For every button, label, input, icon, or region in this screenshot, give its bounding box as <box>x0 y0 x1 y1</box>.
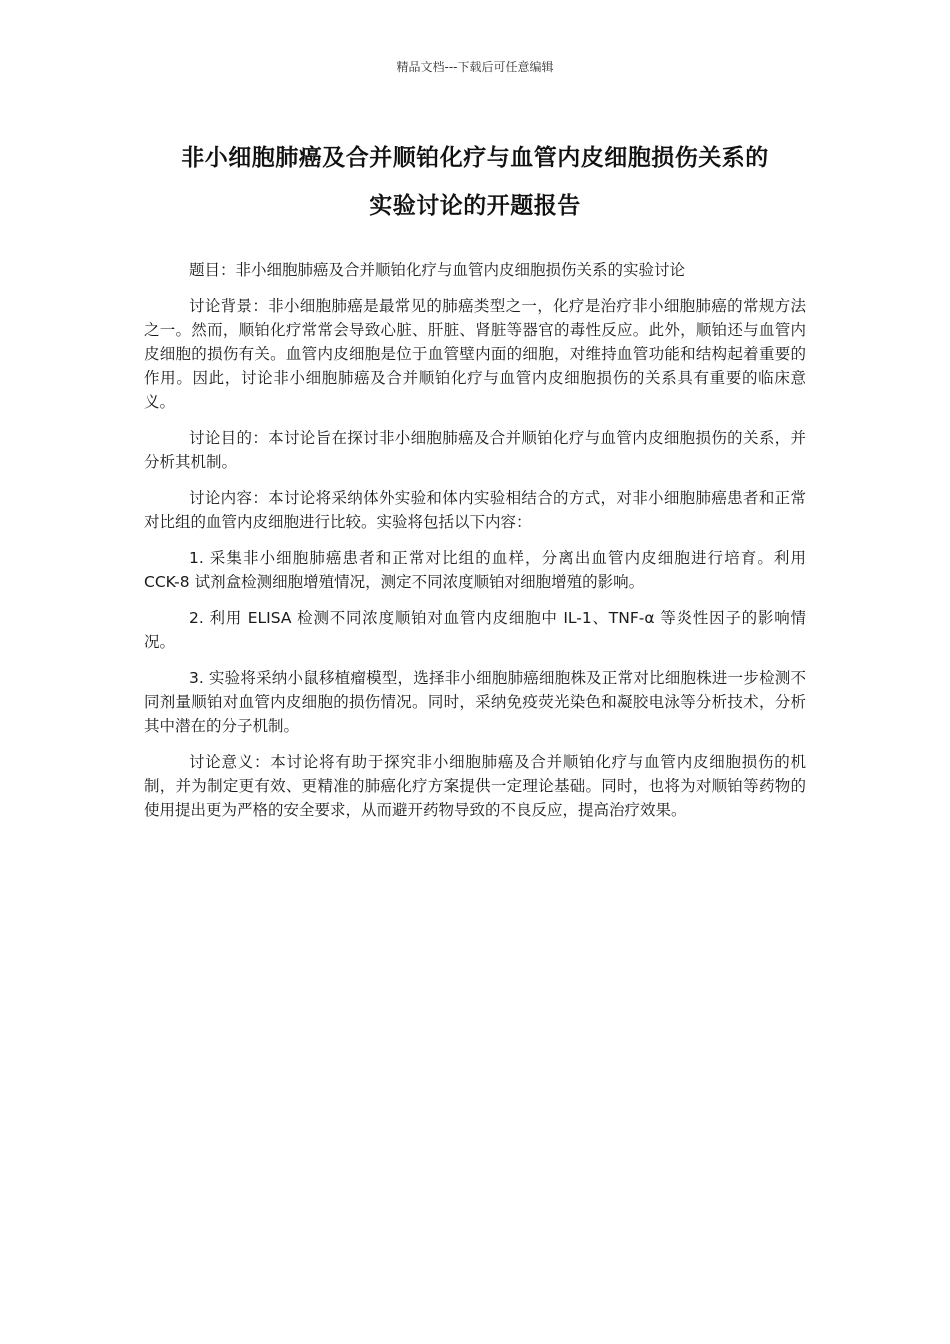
significance-paragraph: 讨论意义：本讨论将有助于探究非小细胞肺癌及合并顺铂化疗与血管内皮细胞损伤的机制，并为制定更有效、更精准的肺癌化疗方案提供一定理论基础。同时，也将为对顺铂等药物的使用提出更为严格的安全要求，从而避开药物导致的不良反应，提高治疗效果。 <box>144 753 806 819</box>
document-title <box>100 134 850 230</box>
background-paragraph: 讨论背景：非小细胞肺癌是最常见的肺癌类型之一，化疗是治疗非小细胞肺癌的常规方法之一。然而，顺铂化疗常常会导致心脏、肝脏、肾脏等器官的毒性反应。此外，顺铂还与血管内皮细胞的损伤有关。血管内皮细胞是位于血管壁内面的细胞，对维持血管功能和结构起着重要的作用。因此，讨论非小细胞肺癌及合并顺铂化疗与血管内皮细胞损伤的关系具有重要的临床意义。 <box>144 297 806 411</box>
content-item-1: 1. 采集非小细胞肺癌患者和正常对比组的血样，分离出血管内皮细胞进行培育。利用 CCK-8 试剂盒检测细胞增殖情况，测定不同浓度顺铂对细胞增殖的影响。 <box>144 549 806 591</box>
topic-paragraph: 题目：非小细胞肺癌及合并顺铂化疗与血管内皮细胞损伤关系的实验讨论 <box>189 261 686 279</box>
content-item-2: 2. 利用 ELISA 检测不同浓度顺铂对血管内皮细胞中 IL-1、TNF-α 等炎性因子的影响情况。 <box>144 609 806 651</box>
document-body <box>144 258 806 834</box>
purpose-paragraph: 讨论目的：本讨论旨在探讨非小细胞肺癌及合并顺铂化疗与血管内皮细胞损伤的关系，并分析其机制。 <box>144 429 806 471</box>
content-item-3: 3. 实验将采纳小鼠移植瘤模型，选择非小细胞肺癌细胞株及正常对比细胞株进一步检测不同剂量顺铂对血管内皮细胞的损伤情况。同时，采纳免疫荧光染色和凝胶电泳等分析技术，分析其中潜在的分子机制。 <box>144 669 806 735</box>
title-line-2: 实验讨论的开题报告 <box>369 193 581 219</box>
header-note: 精品文档---下载后可任意编辑 <box>396 60 554 74</box>
content-paragraph: 讨论内容：本讨论将采纳体外实验和体内实验相结合的方式，对非小细胞肺癌患者和正常对比组的血管内皮细胞进行比较。实验将包括以下内容： <box>144 489 806 531</box>
title-line-1: 非小细胞肺癌及合并顺铂化疗与血管内皮细胞损伤关系的 <box>181 145 769 171</box>
